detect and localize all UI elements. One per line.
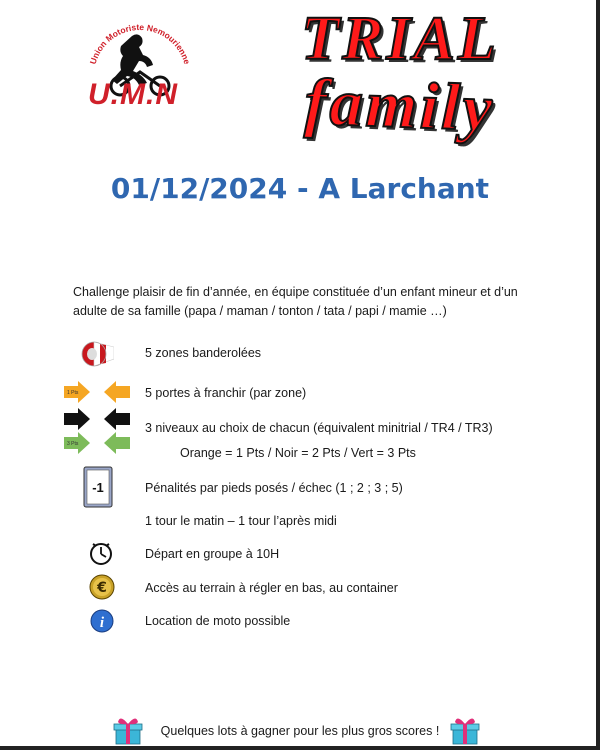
svg-text:i: i [99,615,105,631]
list-item-text: 1 tour le matin – 1 tour l’après midi [145,514,337,528]
list-item-text: Location de moto possible [145,614,291,628]
event-date-location: 01/12/2024 - A Larchant [110,172,490,205]
points-line: Orange = 1 Pts / Noir = 2 Pts / Vert = 3 Pts [180,446,416,460]
title-line-2: family [303,65,497,146]
list-item-text: 3 niveaux au choix de chacun (équivalent minitrial / TR4 / TR3) [145,421,493,435]
svg-text:-1: -1 [92,480,104,495]
gift-icon [447,714,483,746]
tape-roll-icon [80,339,114,369]
black-level-arrows-icon [62,407,132,431]
list-item-text: 5 zones banderolées [145,346,262,360]
green-level-arrows-icon [62,431,132,455]
list-item-text: Pénalités par pieds posés / échec (1 ; 2 ; 3 ; 5) [145,481,403,495]
footer-note: Quelques lots à gagner pour les plus gros scores ! [160,724,440,738]
list-item-text: Accès au terrain à régler en bas, au container [145,581,398,595]
clock-icon [88,540,114,566]
info-icon [89,608,115,634]
euro-icon [89,574,115,600]
playing-card-icon [83,466,113,508]
title-line-1: TRIAL [301,5,499,73]
orange-gate-arrows-icon [62,380,132,404]
list-item-text: 5 portes à franchir (par zone) [145,386,307,400]
list-item-text: Départ en groupe à 10H [145,547,280,561]
svg-text:€: € [97,580,107,596]
svg-text:3 Pts: 3 Pts [67,441,79,447]
logo-letters: U.M.N [88,78,178,111]
intro-paragraph: Challenge plaisir de fin d’année, en équipe constituée d’un enfant mineur et d’un adulte de sa famille (papa / maman / tonton / tata / papi / mamie …) [73,285,518,318]
logo-arc-text: Union Motoriste Nemourienne [87,21,193,66]
svg-text:1 Pts: 1 Pts [67,390,79,396]
